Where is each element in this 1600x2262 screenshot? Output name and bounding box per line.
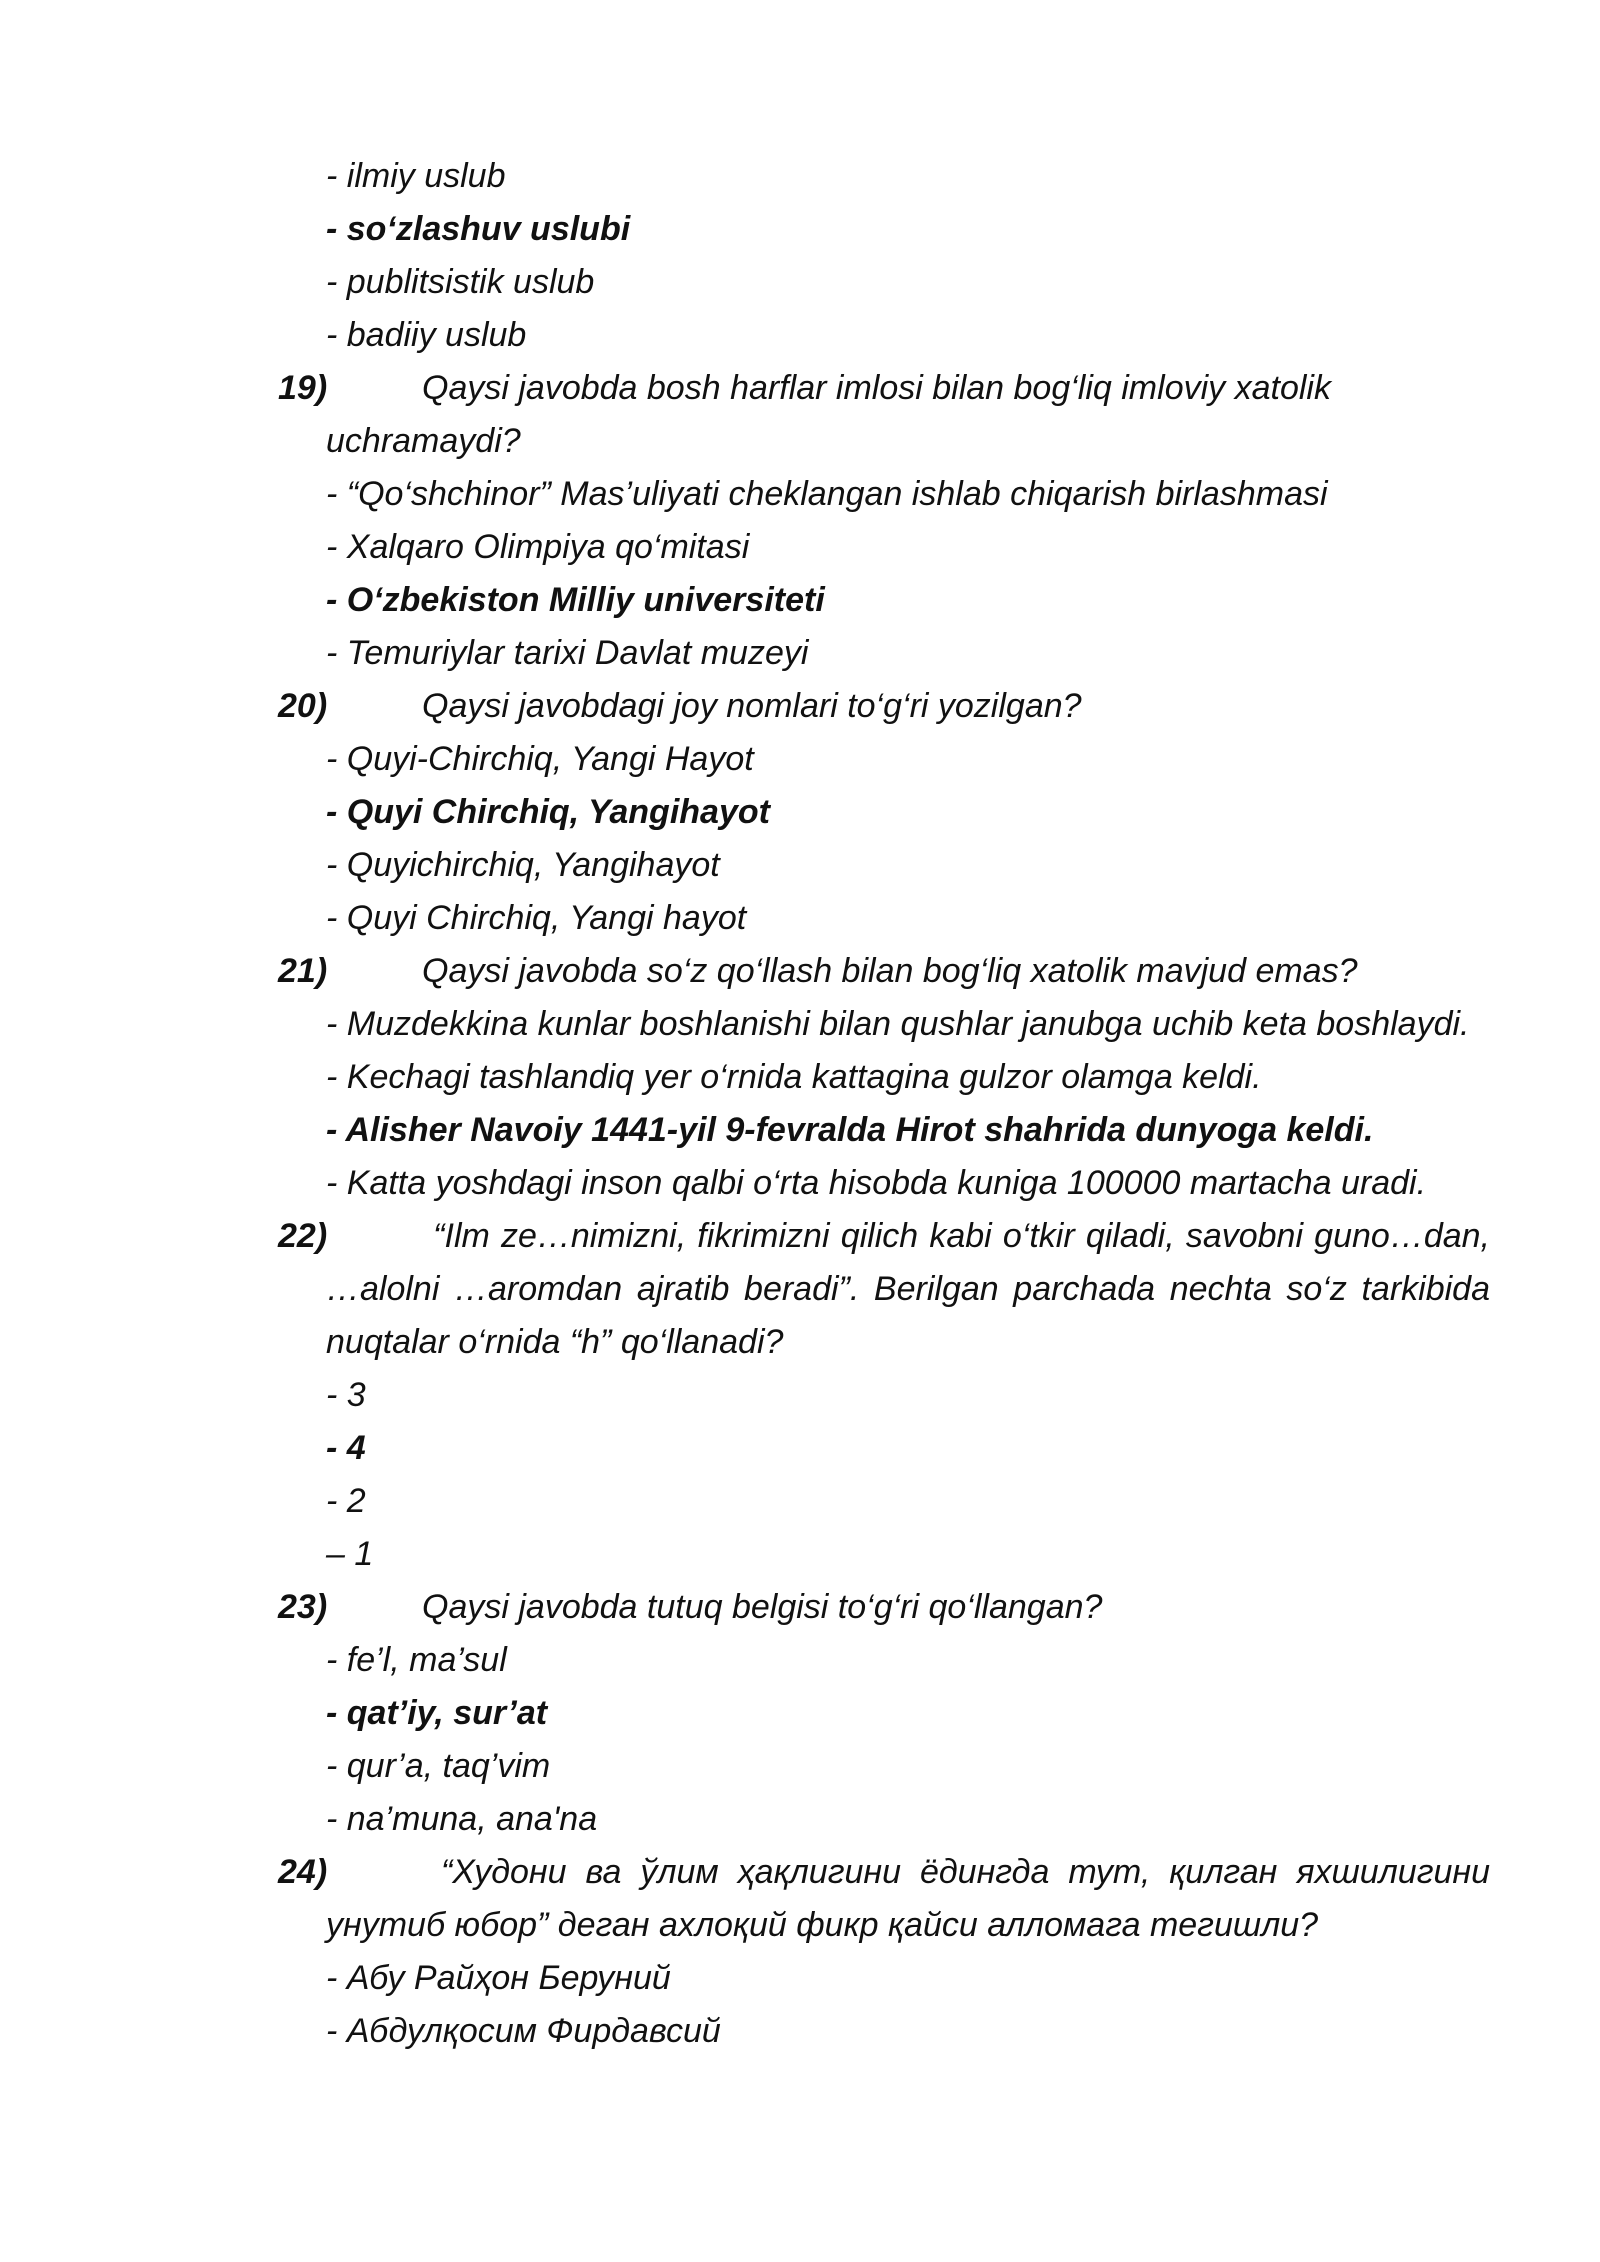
question-text xyxy=(326,1853,1490,1944)
answer-option-correct: - so‘zlashuv uslubi xyxy=(326,210,631,248)
question-text-content: “Худони ва ўлим ҳақлигини ёдингда тут, қилган яхшилигини унутиб юбор” деган ахлоқий фикр қайси алломага тегишли? xyxy=(326,1853,1490,1944)
answer-option: – 1 xyxy=(326,1535,374,1573)
question-number: 21) xyxy=(278,952,328,990)
answer-option: - badiiy uslub xyxy=(326,316,527,354)
question-24 xyxy=(278,1846,1490,2058)
question-text xyxy=(326,1217,1490,1361)
answer-option: - Kechagi tashlandiq yer o‘rnida kattagina gulzor olamga keldi. xyxy=(326,1058,1262,1096)
answer-option: - fe’l, ma’sul xyxy=(326,1641,507,1679)
answer-option: - Muzdekkina kunlar boshlanishi bilan qushlar janubga uchib keta boshlaydi. xyxy=(326,1005,1470,1043)
question-number: 22) xyxy=(278,1217,328,1255)
answer-option: - Абу Райҳон Беруний xyxy=(326,1959,671,1997)
answer-option: - qur’a, taq’vim xyxy=(326,1747,551,1785)
answer-option: - na’muna, ana'na xyxy=(326,1800,598,1838)
answer-option: - Quyichirchiq, Yangihayot xyxy=(326,846,720,884)
question-22 xyxy=(278,1210,1490,1581)
answer-option: - “Qo‘shchinor” Mas’uliyati cheklangan ishlab chiqarish birlashmasi xyxy=(326,475,1328,513)
answer-option-correct: - Quyi Chirchiq, Yangihayot xyxy=(326,793,770,831)
question-number: 19) xyxy=(278,369,328,407)
answer-option: - 3 xyxy=(326,1376,366,1414)
question-text: Qaysi javobda tutuq belgisi to‘g‘ri qo‘llangan? xyxy=(422,1588,1103,1626)
answer-option: - Katta yoshdagi inson qalbi o‘rta hisobda kuniga 100000 martacha uradi. xyxy=(326,1164,1427,1202)
answer-option: - Temuriylar tarixi Davlat muzeyi xyxy=(326,634,809,672)
question-text: Qaysi javobdagi joy nomlari to‘g‘ri yozilgan? xyxy=(422,687,1082,725)
document-content xyxy=(278,150,1490,2058)
answer-option: - Абдулқосим Фирдавсий xyxy=(326,2012,721,2050)
question-number: 20) xyxy=(278,687,328,725)
question-text-first-line: Qaysi javobda bosh harflar imlosi bilan bog‘liq imloviy xatolik xyxy=(422,369,1331,407)
question-number: 23) xyxy=(278,1588,328,1626)
question-19 xyxy=(278,362,1490,680)
answer-option: - Quyi Chirchiq, Yangi hayot xyxy=(326,899,747,937)
question-20 xyxy=(278,680,1490,945)
answer-option-correct: - qat’iy, sur’at xyxy=(326,1694,548,1732)
question-number: 24) xyxy=(278,1853,328,1891)
answer-option: - publitsistik uslub xyxy=(326,263,595,301)
answer-option-correct: - 4 xyxy=(326,1429,366,1467)
answer-option: - Quyi-Chirchiq, Yangi Hayot xyxy=(326,740,754,778)
question-21 xyxy=(278,945,1490,1210)
answer-option-correct: - O‘zbekiston Milliy universiteti xyxy=(326,581,825,619)
question-text-continuation: uchramaydi? xyxy=(326,422,521,460)
previous-question-options xyxy=(278,150,1490,362)
question-23 xyxy=(278,1581,1490,1846)
answer-option: - ilmiy uslub xyxy=(326,157,506,195)
answer-option-correct: - Alisher Navoiy 1441-yil 9-fevralda Hirot shahrida dunyoga keldi. xyxy=(326,1111,1374,1149)
answer-option: - 2 xyxy=(326,1482,366,1520)
question-text-content: “Ilm ze…nimizni, fikrimizni qilich kabi o‘tkir qiladi, savobni guno…dan, …alolni …aromdan ajratib beradi”. Berilgan parchada nechta so‘z tarkibida nuqtalar o‘rnida “h” qo‘llanadi? xyxy=(326,1217,1490,1361)
question-text: Qaysi javobda so‘z qo‘llash bilan bog‘liq xatolik mavjud emas? xyxy=(422,952,1358,990)
answer-option: - Xalqaro Olimpiya qo‘mitasi xyxy=(326,528,750,566)
